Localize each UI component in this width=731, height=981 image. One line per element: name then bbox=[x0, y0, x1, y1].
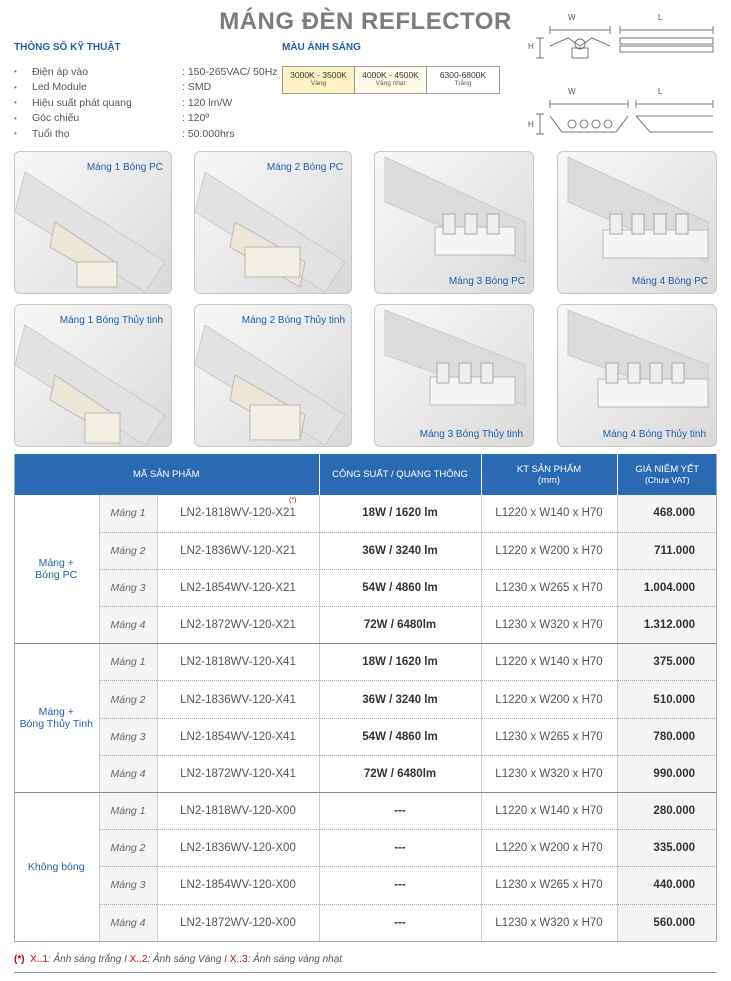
mang-label: Máng 3 bbox=[99, 718, 157, 755]
photo-caption: Máng 4 Bóng Thủy tinh bbox=[602, 429, 706, 440]
product-size: L1230 x W320 x H70 bbox=[481, 607, 617, 644]
bullet-icon: • bbox=[14, 98, 17, 108]
bullet-icon: • bbox=[14, 113, 17, 123]
mang-label: Máng 1 bbox=[99, 644, 157, 681]
header-price-title: GIÁ NIÊM YẾT bbox=[635, 464, 700, 475]
fixture-illustration bbox=[558, 305, 717, 447]
table-header-row bbox=[14, 454, 717, 495]
product-size: L1230 x W265 x H70 bbox=[481, 569, 617, 606]
list-price: 335.000 bbox=[617, 830, 717, 867]
product-photo bbox=[14, 151, 172, 294]
photo-caption: Máng 3 Bóng PC bbox=[448, 276, 525, 287]
light-color-heading: MÀU ÁNH SÁNG bbox=[282, 42, 361, 53]
spec-row bbox=[14, 64, 302, 80]
swatch-neutral bbox=[355, 67, 427, 93]
footnote-reference-mark: (*) bbox=[289, 497, 297, 504]
power-lumen: 36W / 3240 lm bbox=[319, 532, 481, 569]
product-code: LN2-1854WV-120-X00 bbox=[157, 867, 319, 904]
spec-value: : 120 lm/W bbox=[182, 96, 233, 109]
spec-key: Hiệu suất phát quang bbox=[32, 96, 132, 109]
product-size: L1220 x W200 x H70 bbox=[481, 532, 617, 569]
spec-value: : 150-265VAC/ 50Hz bbox=[182, 65, 278, 78]
product-code: LN2-1818WV-120-X00 bbox=[157, 793, 319, 830]
list-price: 468.000 bbox=[617, 495, 717, 532]
product-photo bbox=[14, 304, 172, 447]
spec-row bbox=[14, 95, 302, 111]
swatch-white bbox=[427, 67, 499, 93]
table-row bbox=[14, 495, 717, 532]
footnote-separator: I bbox=[221, 954, 230, 965]
footnote-code-2: X..2 bbox=[129, 954, 148, 965]
photo-caption: Máng 2 Bóng Thủy tinh bbox=[241, 315, 345, 326]
list-price: 1.312.000 bbox=[617, 607, 717, 644]
header-size-unit: (mm) bbox=[537, 474, 561, 486]
product-code: LN2-1872WV-120-X00 bbox=[157, 904, 319, 941]
product-photo bbox=[557, 151, 717, 294]
list-price: 1.004.000 bbox=[617, 569, 717, 606]
mang-label: Máng 1 bbox=[99, 793, 157, 830]
group-label: Máng + Bóng PC bbox=[14, 495, 99, 644]
table-row bbox=[14, 532, 717, 569]
power-lumen: 72W / 6480lm bbox=[319, 755, 481, 792]
swatch-warm bbox=[283, 67, 355, 93]
footnote-separator: I bbox=[121, 954, 130, 965]
spec-key: Góc chiếu bbox=[32, 112, 80, 125]
mang-label: Máng 2 bbox=[99, 830, 157, 867]
product-photo bbox=[194, 151, 352, 294]
power-lumen: 54W / 4860 lm bbox=[319, 718, 481, 755]
header-size-title: KT SẢN PHẨM bbox=[516, 463, 582, 475]
photo-caption: Máng 4 Bóng PC bbox=[631, 276, 708, 287]
spec-key: Led Module bbox=[32, 81, 87, 94]
footnote-code-1: X..1 bbox=[30, 954, 48, 965]
table-row bbox=[14, 718, 717, 755]
table-row bbox=[14, 904, 717, 941]
swatch-name: Vàng nhạt bbox=[375, 80, 406, 87]
list-price: 990.000 bbox=[617, 755, 717, 792]
bullet-icon: • bbox=[14, 129, 17, 139]
product-code: LN2-1872WV-120-X21 bbox=[157, 607, 319, 644]
spec-key: Điện áp vào bbox=[32, 65, 89, 78]
list-price: 560.000 bbox=[617, 904, 717, 941]
header-price bbox=[617, 454, 717, 495]
photo-caption: Máng 1 Bóng PC bbox=[86, 162, 163, 173]
footer-divider bbox=[14, 972, 717, 973]
fixture-illustration bbox=[558, 152, 717, 294]
power-lumen: 54W / 4860 lm bbox=[319, 569, 481, 606]
product-code: LN2-1854WV-120-X41 bbox=[157, 718, 319, 755]
bullet-icon: • bbox=[14, 82, 17, 92]
swatch-name: Trắng bbox=[454, 80, 472, 87]
table-row bbox=[14, 681, 717, 718]
price-table bbox=[14, 454, 717, 942]
footnote-mark: (*) bbox=[14, 954, 25, 965]
list-price: 510.000 bbox=[617, 681, 717, 718]
mang-label: Máng 4 bbox=[99, 755, 157, 792]
product-code: LN2-1872WV-120-X41 bbox=[157, 755, 319, 792]
spec-key: Tuổi thọ bbox=[32, 127, 70, 140]
product-photo bbox=[374, 304, 534, 447]
product-size: L1220 x W140 x H70 bbox=[481, 495, 617, 532]
header-price-note: (Chưa VAT) bbox=[644, 475, 690, 485]
fixture-illustration bbox=[15, 305, 172, 447]
power-lumen: --- bbox=[319, 793, 481, 830]
product-size: L1230 x W320 x H70 bbox=[481, 755, 617, 792]
spec-value: : SMD bbox=[182, 81, 212, 94]
footnote-text-1: : Ảnh sáng trắng bbox=[47, 954, 122, 965]
dim-l-label: L bbox=[658, 87, 663, 96]
fixture-illustration bbox=[15, 152, 172, 294]
swatch-temp: 6300-6800K bbox=[439, 70, 487, 80]
mang-label: Máng 2 bbox=[99, 532, 157, 569]
group-label: Máng + Bóng Thủy Tinh bbox=[14, 644, 99, 793]
specs-heading: THÔNG SỐ KỸ THUẬT bbox=[14, 42, 121, 53]
product-photo bbox=[557, 304, 717, 447]
mang-label: Máng 2 bbox=[99, 681, 157, 718]
dimension-drawing bbox=[528, 10, 718, 140]
product-code: LN2-1836WV-120-X41 bbox=[157, 681, 319, 718]
fixture-illustration bbox=[375, 305, 534, 447]
swatch-temp: 4000K - 4500K bbox=[362, 70, 419, 80]
bullet-icon: • bbox=[14, 67, 17, 77]
spec-row bbox=[14, 80, 302, 96]
list-price: 711.000 bbox=[617, 532, 717, 569]
mang-label: Máng 4 bbox=[99, 904, 157, 941]
photo-caption: Máng 2 Bóng PC bbox=[266, 162, 343, 173]
power-lumen: --- bbox=[319, 904, 481, 941]
fixture-illustration bbox=[375, 152, 534, 294]
dim-h-label: H bbox=[528, 42, 534, 51]
mang-label: Máng 3 bbox=[99, 569, 157, 606]
dim-w-label: W bbox=[568, 13, 576, 22]
table-row bbox=[14, 607, 717, 644]
spec-value: : 50.000hrs bbox=[182, 127, 235, 140]
list-price: 780.000 bbox=[617, 718, 717, 755]
table-row bbox=[14, 644, 717, 681]
power-lumen: 18W / 1620 lm bbox=[319, 644, 481, 681]
product-size: L1220 x W140 x H70 bbox=[481, 793, 617, 830]
mang-label: Máng 4 bbox=[99, 607, 157, 644]
table-body bbox=[14, 495, 717, 941]
power-lumen: 72W / 6480lm bbox=[319, 607, 481, 644]
fixture-illustration bbox=[195, 305, 352, 447]
table-row bbox=[14, 867, 717, 904]
product-code: LN2-1818WV-120-X21 (*) bbox=[157, 495, 319, 532]
dim-h-label: H bbox=[528, 120, 534, 129]
specs-list bbox=[14, 64, 302, 142]
header-product-code: MÃ SẢN PHẨM bbox=[14, 454, 319, 495]
list-price: 280.000 bbox=[617, 793, 717, 830]
product-size: L1230 x W265 x H70 bbox=[481, 718, 617, 755]
table-row bbox=[14, 830, 717, 867]
product-photo bbox=[194, 304, 352, 447]
photo-caption: Máng 1 Bóng Thủy tinh bbox=[59, 315, 163, 326]
product-code: LN2-1854WV-120-X21 bbox=[157, 569, 319, 606]
spec-value: : 120º bbox=[182, 112, 210, 125]
swatch-temp: 3000K - 3500K bbox=[290, 70, 347, 80]
table-row bbox=[14, 755, 717, 792]
swatch-name: Vàng bbox=[310, 80, 327, 87]
table-row bbox=[14, 569, 717, 606]
power-lumen: --- bbox=[319, 830, 481, 867]
footnote-code-3: X..3 bbox=[229, 954, 248, 965]
light-color-swatches bbox=[282, 66, 500, 94]
product-code: LN2-1818WV-120-X41 bbox=[157, 644, 319, 681]
product-code: LN2-1836WV-120-X00 bbox=[157, 830, 319, 867]
product-code: LN2-1836WV-120-X21 bbox=[157, 532, 319, 569]
dim-l-label: L bbox=[658, 13, 663, 22]
product-size: L1230 x W320 x H70 bbox=[481, 904, 617, 941]
spec-row bbox=[14, 111, 302, 127]
product-photo bbox=[374, 151, 534, 294]
power-lumen: 18W / 1620 lm bbox=[319, 495, 481, 532]
footnote bbox=[14, 954, 342, 965]
product-size: L1230 x W265 x H70 bbox=[481, 867, 617, 904]
photo-caption: Máng 3 Bóng Thủy tinh bbox=[419, 429, 523, 440]
spec-row bbox=[14, 126, 302, 142]
header-size bbox=[481, 454, 617, 495]
product-size: L1220 x W140 x H70 bbox=[481, 644, 617, 681]
footnote-text-3: : Ảnh sáng vàng nhạt bbox=[247, 954, 343, 965]
list-price: 375.000 bbox=[617, 644, 717, 681]
page-title: MÁNG ĐÈN REFLECTOR bbox=[219, 8, 512, 35]
list-price: 440.000 bbox=[617, 867, 717, 904]
group-label: Không bóng bbox=[14, 793, 99, 942]
mang-label: Máng 1 bbox=[99, 495, 157, 532]
fixture-illustration bbox=[195, 152, 352, 294]
product-size: L1220 x W200 x H70 bbox=[481, 830, 617, 867]
power-lumen: 36W / 3240 lm bbox=[319, 681, 481, 718]
mang-label: Máng 3 bbox=[99, 867, 157, 904]
product-size: L1220 x W200 x H70 bbox=[481, 681, 617, 718]
dim-w-label: W bbox=[568, 87, 576, 96]
header-power: CÔNG SUẤT / QUANG THÔNG bbox=[319, 454, 481, 495]
table-row bbox=[14, 793, 717, 830]
power-lumen: --- bbox=[319, 867, 481, 904]
footnote-text-2: : Ảnh sáng Vàng bbox=[147, 954, 222, 965]
